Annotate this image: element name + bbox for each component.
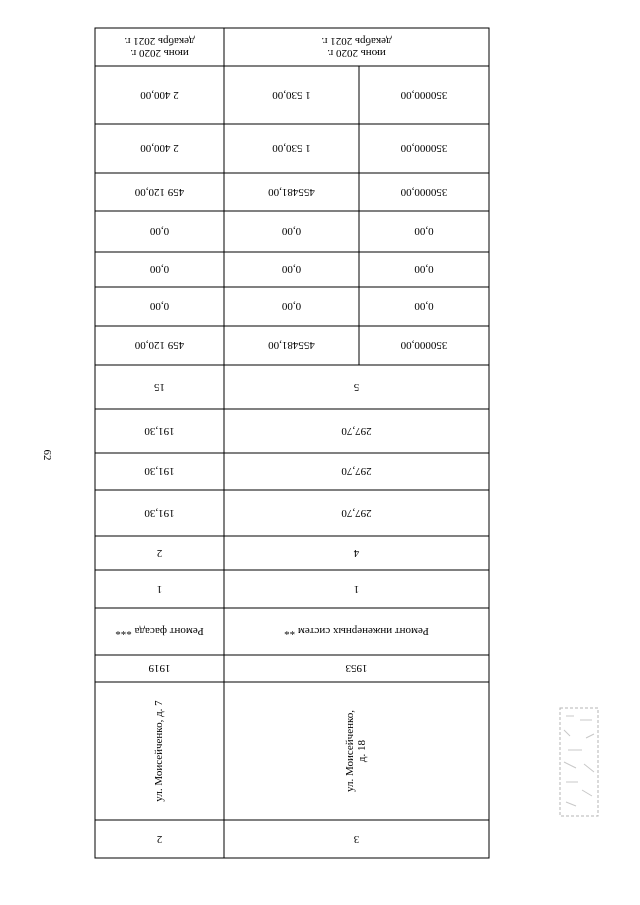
row3-c2: 4 [353,547,360,559]
row2-number: 2 [156,833,163,845]
row3-number: 3 [353,833,360,845]
row2-a3: 191,30 [144,425,175,437]
row2-a2: 191,30 [144,465,175,478]
row3-c1: 1 [353,583,360,595]
row3-v3b: 0,00 [414,263,434,276]
row2-c3: 15 [154,381,165,393]
row2-address: ул. Моисейченко, д. 7 [153,700,165,802]
row3-v7b: 350000,00 [400,89,448,101]
stamp-mark [558,706,600,818]
row3-v6a: 1 530,00 [272,142,311,155]
row3-v1a: 455481,00 [268,339,315,352]
row2-c1: 1 [156,583,163,595]
row3-v3a: 0,00 [281,263,302,276]
row2-v5: 459 120,00 [134,186,185,198]
row2-build-year: 1919 [148,662,171,675]
row2-v6: 2 400,00 [140,142,179,155]
row3-v1b: 350000,00 [400,339,448,352]
row3-a2: 297,70 [341,465,372,478]
row3-c3: 5 [353,381,360,393]
row3-build-year: 1953 [345,662,368,675]
row3-a3: 297,70 [341,425,372,437]
row3-address: ул. Моисейченко, д. 18 [344,709,368,793]
header-period-row2: июнь 2020 г. декабрь 2021 г. [124,35,195,59]
row2-work-type: Ремонт фасада *** [115,625,204,638]
row3-v4a: 0,00 [281,225,302,238]
row3-v2a: 0,00 [281,300,302,313]
row3-a1: 297,70 [341,507,372,519]
row2-v7: 2 400,00 [140,89,179,101]
page-number: 62 [41,449,53,461]
row3-v4b: 0,00 [414,225,434,238]
row2-a1: 191,30 [144,507,175,519]
row3-v7a: 1 530,00 [272,89,311,101]
row3-v5a: 455481,00 [268,186,315,198]
row3-v5b: 350000,00 [400,186,448,198]
row2-c2: 2 [156,547,163,559]
row2-v4: 0,00 [149,225,170,238]
row3-v6b: 350000,00 [400,142,448,155]
row3-work-type: Ремонт инженерных систем ** [284,625,429,638]
row2-v1: 459 120,00 [134,339,185,352]
row3-v2b: 0,00 [414,300,434,313]
row2-v3: 0,00 [149,263,170,276]
header-period-row3: июнь 2020 г. декабрь 2021 г. [321,35,392,59]
row2-v2: 0,00 [149,300,170,313]
